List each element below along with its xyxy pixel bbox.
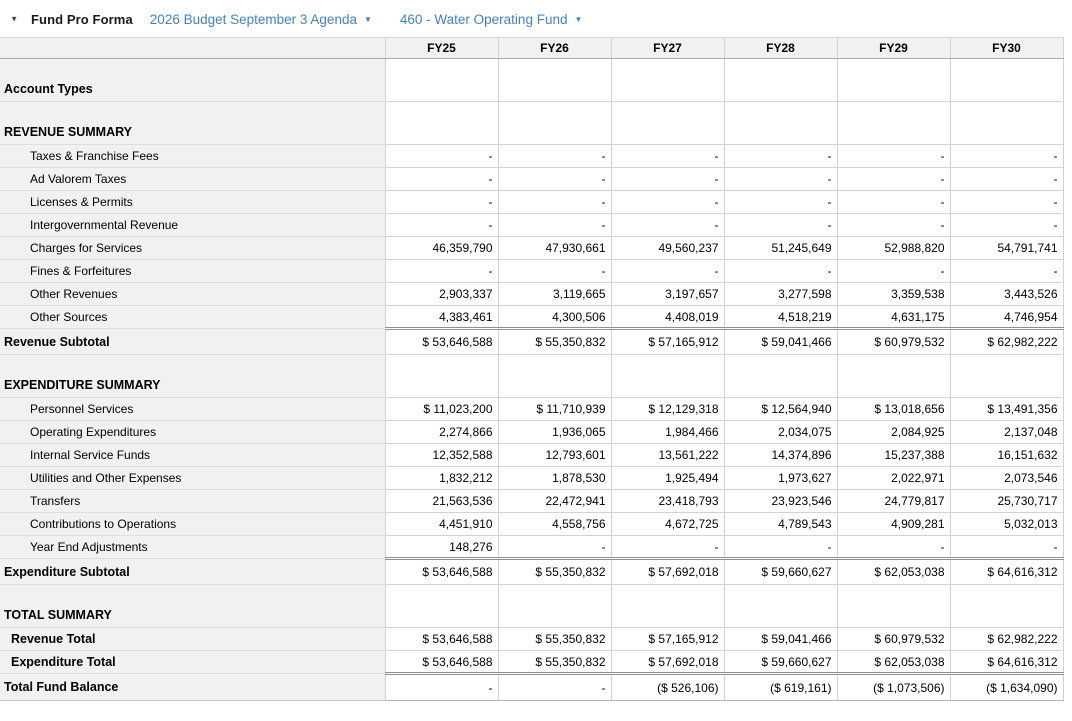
value-cell: 2,084,925 — [837, 421, 950, 444]
column-header-fy27: FY27 — [611, 38, 724, 59]
value-cell: - — [498, 191, 611, 214]
value-cell: 1,832,212 — [385, 467, 498, 490]
value-cell: $ 11,023,200 — [385, 398, 498, 421]
value-cell: 1,984,466 — [611, 421, 724, 444]
value-cell: 4,383,461 — [385, 306, 498, 329]
row-label-cell: Charges for Services — [0, 237, 385, 260]
value-cell: $ 59,041,466 — [724, 329, 837, 355]
value-cell: $ 12,129,318 — [611, 398, 724, 421]
value-cell: - — [724, 168, 837, 191]
row-label-cell: EXPENDITURE SUMMARY — [0, 355, 385, 398]
chevron-down-icon: ▼ — [574, 14, 583, 24]
value-cell: $ 12,564,940 — [724, 398, 837, 421]
value-cell: $ 57,165,912 — [611, 628, 724, 651]
table-row — [0, 283, 1063, 306]
row-label-cell: Ad Valorem Taxes — [0, 168, 385, 191]
row-label-cell: Utilities and Other Expenses — [0, 467, 385, 490]
value-cell: $ 53,646,588 — [385, 329, 498, 355]
column-header-fy28: FY28 — [724, 38, 837, 59]
value-cell — [950, 102, 1063, 145]
value-cell: - — [724, 191, 837, 214]
table-row — [0, 444, 1063, 467]
value-cell: 24,779,817 — [837, 490, 950, 513]
value-cell: - — [385, 674, 498, 701]
fund-pro-forma-table — [0, 37, 1064, 701]
value-cell: - — [724, 536, 837, 559]
table-row — [0, 145, 1063, 168]
value-cell: 12,352,588 — [385, 444, 498, 467]
value-cell: - — [724, 214, 837, 237]
row-label-cell: Expenditure Total — [0, 651, 385, 674]
value-cell: - — [498, 674, 611, 701]
value-cell: 16,151,632 — [950, 444, 1063, 467]
value-cell: - — [950, 145, 1063, 168]
page-title: Fund Pro Forma — [31, 11, 133, 27]
value-cell: $ 53,646,588 — [385, 651, 498, 674]
value-cell — [950, 585, 1063, 628]
value-cell — [385, 59, 498, 102]
value-cell: - — [837, 168, 950, 191]
table-row — [0, 585, 1063, 628]
value-cell: - — [498, 536, 611, 559]
value-cell: - — [950, 260, 1063, 283]
value-cell: 13,561,222 — [611, 444, 724, 467]
value-cell: - — [498, 145, 611, 168]
value-cell: 1,878,530 — [498, 467, 611, 490]
value-cell: $ 55,350,832 — [498, 329, 611, 355]
value-cell: 3,443,526 — [950, 283, 1063, 306]
value-cell: - — [498, 214, 611, 237]
value-cell: - — [950, 191, 1063, 214]
value-cell: 21,563,536 — [385, 490, 498, 513]
value-cell: - — [950, 214, 1063, 237]
chevron-down-icon: ▼ — [363, 14, 372, 24]
row-label-cell: REVENUE SUMMARY — [0, 102, 385, 145]
value-cell: 4,631,175 — [837, 306, 950, 329]
value-cell: 2,022,971 — [837, 467, 950, 490]
value-cell: $ 62,982,222 — [950, 628, 1063, 651]
value-cell: - — [611, 214, 724, 237]
fund-label: 460 - Water Operating Fund — [399, 11, 568, 27]
value-cell: $ 59,041,466 — [724, 628, 837, 651]
value-cell: $ 62,982,222 — [950, 329, 1063, 355]
table-row — [0, 260, 1063, 283]
value-cell: $ 57,692,018 — [611, 559, 724, 585]
row-label-cell: Expenditure Subtotal — [0, 559, 385, 585]
row-label-cell: Intergovernmental Revenue — [0, 214, 385, 237]
toolbar — [0, 0, 1072, 37]
value-cell: 15,237,388 — [837, 444, 950, 467]
value-cell: - — [385, 191, 498, 214]
column-header-fy30: FY30 — [950, 38, 1063, 59]
value-cell: 3,277,598 — [724, 283, 837, 306]
table-row — [0, 329, 1063, 355]
value-cell: 4,672,725 — [611, 513, 724, 536]
value-cell: 4,746,954 — [950, 306, 1063, 329]
value-cell: - — [611, 145, 724, 168]
value-cell: - — [837, 145, 950, 168]
value-cell: 46,359,790 — [385, 237, 498, 260]
value-cell — [724, 355, 837, 398]
budget-version-label: 2026 Budget September 3 Agenda — [149, 11, 357, 27]
value-cell: - — [498, 260, 611, 283]
value-cell: 4,451,910 — [385, 513, 498, 536]
value-cell: - — [837, 214, 950, 237]
value-cell: 4,408,019 — [611, 306, 724, 329]
row-label-cell: Taxes & Franchise Fees — [0, 145, 385, 168]
value-cell: 22,472,941 — [498, 490, 611, 513]
row-label-cell: Other Revenues — [0, 283, 385, 306]
row-label-cell: Revenue Total — [0, 628, 385, 651]
collapse-section-icon[interactable]: ▼ — [10, 14, 19, 24]
row-label-cell: TOTAL SUMMARY — [0, 585, 385, 628]
value-cell: 4,909,281 — [837, 513, 950, 536]
value-cell: - — [724, 260, 837, 283]
row-label-cell: Internal Service Funds — [0, 444, 385, 467]
value-cell: $ 60,979,532 — [837, 329, 950, 355]
table-row — [0, 513, 1063, 536]
value-cell — [950, 355, 1063, 398]
value-cell: $ 13,018,656 — [837, 398, 950, 421]
row-label-cell: Year End Adjustments — [0, 536, 385, 559]
value-cell: - — [724, 145, 837, 168]
value-cell — [724, 102, 837, 145]
row-label-cell: Transfers — [0, 490, 385, 513]
value-cell — [950, 59, 1063, 102]
value-cell: $ 53,646,588 — [385, 559, 498, 585]
value-cell — [837, 102, 950, 145]
value-cell: ($ 1,073,506) — [837, 674, 950, 701]
header-row — [0, 38, 1063, 59]
value-cell: 1,925,494 — [611, 467, 724, 490]
value-cell: - — [837, 536, 950, 559]
value-cell: 51,245,649 — [724, 237, 837, 260]
value-cell — [837, 59, 950, 102]
row-label-cell: Licenses & Permits — [0, 191, 385, 214]
value-cell — [385, 355, 498, 398]
table-row — [0, 651, 1063, 674]
row-label-cell: Contributions to Operations — [0, 513, 385, 536]
value-cell — [611, 585, 724, 628]
value-cell: 3,119,665 — [498, 283, 611, 306]
row-label-cell: Other Sources — [0, 306, 385, 329]
value-cell: 23,418,793 — [611, 490, 724, 513]
row-label-cell: Total Fund Balance — [0, 674, 385, 701]
column-header-fy26: FY26 — [498, 38, 611, 59]
table-row — [0, 355, 1063, 398]
table-row — [0, 191, 1063, 214]
table-row — [0, 306, 1063, 329]
value-cell: 14,374,896 — [724, 444, 837, 467]
value-cell: 25,730,717 — [950, 490, 1063, 513]
value-cell: $ 64,616,312 — [950, 559, 1063, 585]
value-cell: 3,197,657 — [611, 283, 724, 306]
value-cell — [724, 585, 837, 628]
value-cell: $ 57,692,018 — [611, 651, 724, 674]
value-cell: $ 57,165,912 — [611, 329, 724, 355]
table-row — [0, 214, 1063, 237]
value-cell: 3,359,538 — [837, 283, 950, 306]
value-cell: - — [611, 260, 724, 283]
value-cell: $ 53,646,588 — [385, 628, 498, 651]
value-cell: - — [385, 260, 498, 283]
value-cell: 52,988,820 — [837, 237, 950, 260]
table-row — [0, 674, 1063, 701]
value-cell — [385, 585, 498, 628]
value-cell — [611, 59, 724, 102]
row-label-cell: Account Types — [0, 59, 385, 102]
corner-cell — [0, 38, 385, 59]
table-body — [0, 59, 1063, 701]
value-cell: 1,973,627 — [724, 467, 837, 490]
value-cell — [611, 102, 724, 145]
value-cell: $ 55,350,832 — [498, 559, 611, 585]
value-cell — [837, 585, 950, 628]
value-cell: - — [611, 536, 724, 559]
value-cell: - — [385, 145, 498, 168]
value-cell: $ 55,350,832 — [498, 651, 611, 674]
value-cell: - — [498, 168, 611, 191]
value-cell — [498, 585, 611, 628]
value-cell: 4,789,543 — [724, 513, 837, 536]
value-cell: - — [385, 214, 498, 237]
table-row — [0, 490, 1063, 513]
table-row — [0, 559, 1063, 585]
value-cell: - — [611, 191, 724, 214]
value-cell — [498, 102, 611, 145]
value-cell: ($ 619,161) — [724, 674, 837, 701]
row-label-cell: Revenue Subtotal — [0, 329, 385, 355]
value-cell: 2,034,075 — [724, 421, 837, 444]
value-cell: $ 64,616,312 — [950, 651, 1063, 674]
value-cell: 2,274,866 — [385, 421, 498, 444]
value-cell: - — [385, 168, 498, 191]
value-cell — [724, 59, 837, 102]
value-cell — [385, 102, 498, 145]
value-cell: - — [837, 260, 950, 283]
table-row — [0, 59, 1063, 102]
value-cell — [837, 355, 950, 398]
value-cell: $ 62,053,038 — [837, 651, 950, 674]
table-row — [0, 467, 1063, 490]
table-row — [0, 398, 1063, 421]
table-row — [0, 237, 1063, 260]
value-cell: - — [611, 168, 724, 191]
value-cell: 2,073,546 — [950, 467, 1063, 490]
fund-dropdown[interactable] — [400, 12, 583, 27]
value-cell: 12,793,601 — [498, 444, 611, 467]
column-header-fy29: FY29 — [837, 38, 950, 59]
value-cell: 1,936,065 — [498, 421, 611, 444]
table-row — [0, 421, 1063, 444]
row-label-cell: Operating Expenditures — [0, 421, 385, 444]
value-cell: 49,560,237 — [611, 237, 724, 260]
value-cell: $ 55,350,832 — [498, 628, 611, 651]
value-cell — [611, 355, 724, 398]
value-cell — [498, 355, 611, 398]
value-cell: 2,137,048 — [950, 421, 1063, 444]
value-cell: 47,930,661 — [498, 237, 611, 260]
row-label-cell: Fines & Forfeitures — [0, 260, 385, 283]
value-cell: 4,300,506 — [498, 306, 611, 329]
value-cell: 23,923,546 — [724, 490, 837, 513]
column-header-fy25: FY25 — [385, 38, 498, 59]
value-cell: ($ 526,106) — [611, 674, 724, 701]
value-cell: 4,518,219 — [724, 306, 837, 329]
value-cell: $ 13,491,356 — [950, 398, 1063, 421]
value-cell: $ 11,710,939 — [498, 398, 611, 421]
table-row — [0, 536, 1063, 559]
table-header — [0, 38, 1063, 59]
value-cell: - — [837, 191, 950, 214]
value-cell: 54,791,741 — [950, 237, 1063, 260]
value-cell: 4,558,756 — [498, 513, 611, 536]
table-row — [0, 102, 1063, 145]
value-cell: $ 59,660,627 — [724, 559, 837, 585]
value-cell: 2,903,337 — [385, 283, 498, 306]
value-cell: - — [950, 536, 1063, 559]
row-label-cell: Personnel Services — [0, 398, 385, 421]
budget-version-dropdown[interactable] — [150, 12, 372, 27]
value-cell: $ 59,660,627 — [724, 651, 837, 674]
value-cell: 148,276 — [385, 536, 498, 559]
value-cell — [498, 59, 611, 102]
table-row — [0, 628, 1063, 651]
value-cell: $ 62,053,038 — [837, 559, 950, 585]
value-cell: $ 60,979,532 — [837, 628, 950, 651]
value-cell: 5,032,013 — [950, 513, 1063, 536]
value-cell: ($ 1,634,090) — [950, 674, 1063, 701]
table-row — [0, 168, 1063, 191]
value-cell: - — [950, 168, 1063, 191]
